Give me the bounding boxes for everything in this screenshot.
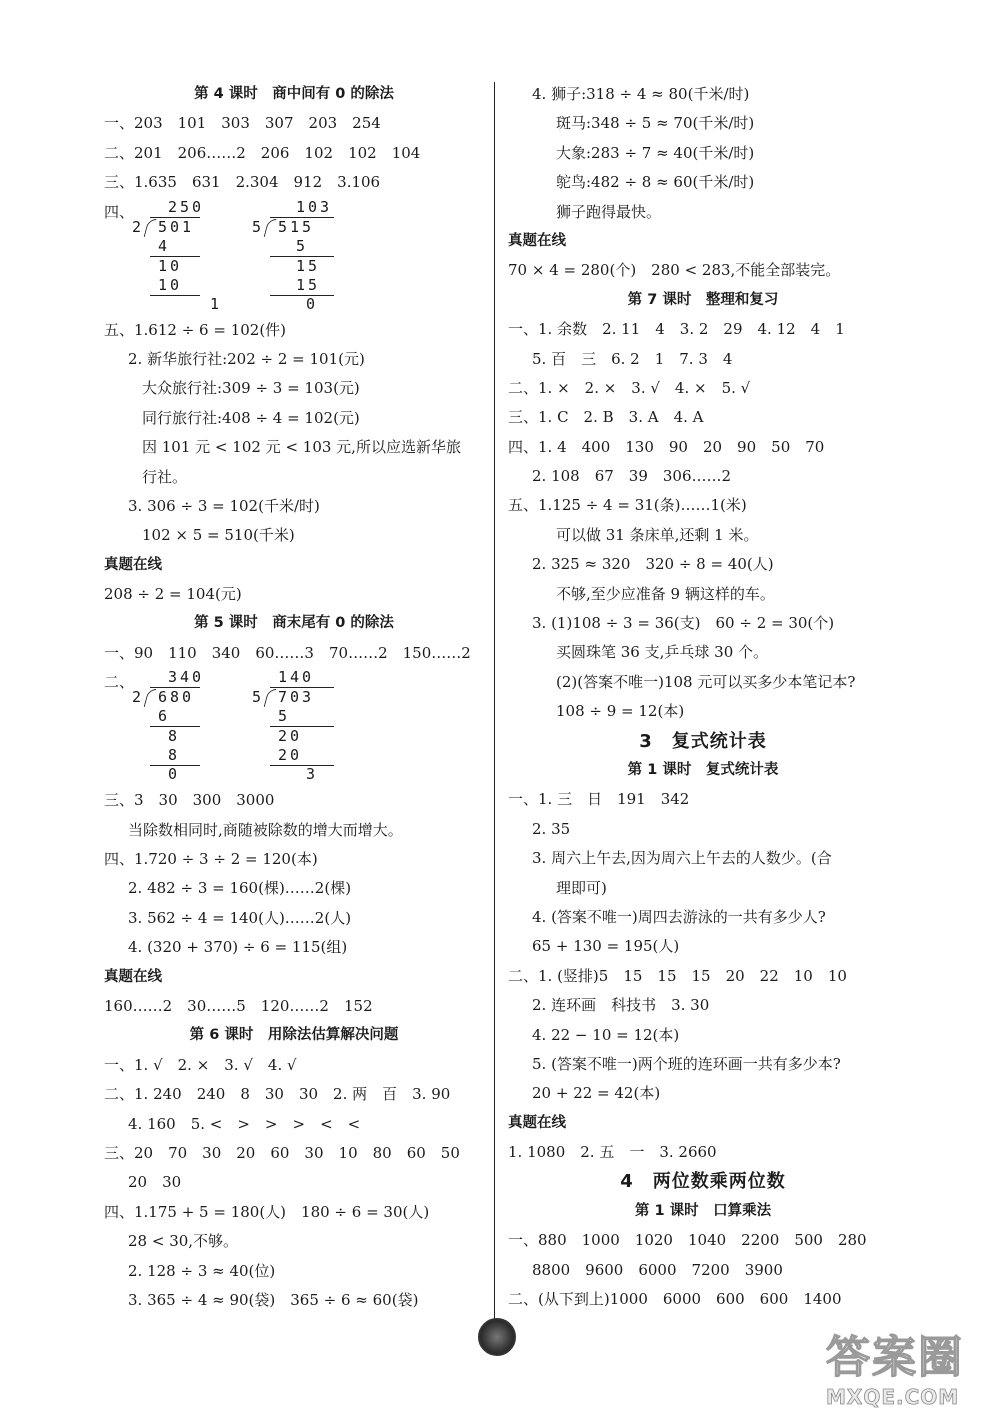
answer-line: 5. (答案不唯一)两个班的连环画一共有多少本?: [532, 1054, 841, 1073]
answer-line: 2. 325 ≈ 320 320 ÷ 8 = 40(人): [532, 555, 774, 574]
long-division: [252, 198, 402, 316]
remainder: 0: [306, 294, 319, 313]
answer-line: 因 101 元 < 102 元 < 103 元,所以应选新华旅: [142, 438, 461, 457]
lesson-4-title: 第 4 课时 商中间有 0 的除法: [194, 86, 394, 102]
answer-line: 108 ÷ 9 = 12(本): [556, 702, 685, 721]
answer-line: 28 < 30,不够。: [128, 1232, 239, 1251]
answer-line: 三、20 70 30 20 60 30 10 80 60 50: [104, 1143, 460, 1162]
section-heading: 真题在线: [508, 232, 566, 249]
division-bracket: [144, 219, 157, 237]
answer-line: 20 30: [128, 1173, 182, 1192]
divisor: 2: [132, 688, 145, 707]
answer-line: 3. 365 ÷ 4 ≈ 90(袋) 365 ÷ 6 ≈ 60(袋): [128, 1290, 419, 1309]
answer-line: 1. 1080 2. 五 一 3. 2660: [508, 1143, 717, 1162]
answer-line: 2. 482 ÷ 3 = 160(棵)……2(棵): [128, 879, 352, 898]
answer-line: 四、1. 4 400 130 90 20 90 50 70: [508, 437, 825, 456]
division-bracket: [264, 219, 277, 237]
answer-line: 70 × 4 = 280(个) 280 < 283,不能全部装完。: [508, 261, 841, 280]
question-number: 四、: [104, 202, 135, 221]
answer-line: 行社。: [142, 467, 188, 486]
answer-line: 三、3 30 300 3000: [104, 791, 275, 810]
step-value: 15: [296, 275, 321, 294]
answer-line: 一、90 110 340 60……3 70……2 150……2: [104, 643, 471, 662]
answer-line: 8800 9600 6000 7200 3900: [532, 1260, 783, 1279]
section-heading: 真题在线: [104, 556, 162, 573]
watermark-text: 答案圈: [826, 1332, 964, 1383]
answer-line: 4. 22 − 10 = 12(本): [532, 1025, 680, 1044]
answer-line: 2. 108 67 39 306……2: [532, 467, 732, 486]
long-division: [252, 668, 402, 786]
quotient: 103: [296, 197, 333, 216]
answer-line: 102 × 5 = 510(千米): [142, 526, 295, 545]
section-heading: 真题在线: [508, 1114, 566, 1131]
answer-line: 斑马:348 ÷ 5 ≈ 70(千米/时): [556, 114, 755, 133]
answer-line: 2. 新华旅行社:202 ÷ 2 = 101(元): [128, 349, 365, 368]
answer-line: 鸵鸟:482 ÷ 8 ≈ 60(千米/时): [556, 173, 755, 192]
answer-line: 二、1. × 2. × 3. √ 4. × 5. √: [508, 378, 751, 397]
answer-line: 3. 562 ÷ 4 = 140(人)……2(人): [128, 908, 352, 927]
step-line: [270, 295, 334, 296]
step-value: 10: [158, 256, 183, 275]
quotient: 140: [278, 668, 315, 687]
step-value: 10: [158, 275, 183, 294]
division-bracket: [144, 689, 157, 707]
answer-line: 4. 160 5. < > > > < <: [128, 1114, 361, 1133]
answer-line: 四、1.175 + 5 = 180(人) 180 ÷ 6 = 30(人): [104, 1202, 430, 1221]
answer-line: 大象:283 ÷ 7 ≈ 40(千米/时): [556, 143, 755, 162]
remainder: 0: [168, 765, 181, 784]
long-division-group: [104, 198, 484, 316]
answer-line: 160……2 30……5 120……2 152: [104, 996, 373, 1015]
column-divider: [494, 82, 495, 1322]
answer-line: 二、201 206……2 206 102 102 104: [104, 143, 421, 162]
answer-line: 一、203 101 303 307 203 254: [104, 114, 381, 133]
step-value: 8: [168, 746, 181, 765]
remainder: 3: [306, 765, 319, 784]
answer-line: 同行旅行社:408 ÷ 4 = 102(元): [142, 408, 360, 427]
answer-line: 3. 周六上午去,因为周六上午去的人数少。(合: [532, 849, 832, 868]
answer-line: 一、880 1000 1020 1040 2200 500 280: [508, 1231, 867, 1250]
answer-line: 3. (1)108 ÷ 3 = 36(支) 60 ÷ 2 = 30(个): [532, 614, 835, 633]
answer-line: 一、1. √ 2. × 3. √ 4. √: [104, 1055, 297, 1074]
answer-line: 可以做 31 条床单,还剩 1 米。: [556, 525, 759, 544]
answer-line: 二、1. 240 240 8 30 30 2. 两 百 3. 90: [104, 1085, 451, 1104]
right-column: [508, 80, 898, 1314]
left-column: [104, 80, 484, 1315]
answer-line: 大众旅行社:309 ÷ 3 = 103(元): [142, 379, 360, 398]
answer-line: 5. 百 三 6. 2 1 7. 3 4: [532, 349, 733, 368]
step-line: [270, 765, 334, 766]
answer-line: 一、1. 三 日 191 342: [508, 790, 690, 809]
long-division-group: [104, 668, 484, 786]
quotient: 250: [168, 197, 205, 216]
answer-line: 当除数相同时,商随被除数的增大而增大。: [128, 820, 403, 839]
question-number: 二、: [104, 673, 135, 692]
answer-line: 2. 128 ÷ 3 ≈ 40(位): [128, 1261, 276, 1280]
divisor: 2: [132, 217, 145, 236]
page-number-badge-icon: [478, 1318, 516, 1356]
answer-line: 208 ÷ 2 = 104(元): [104, 585, 242, 604]
lesson-6-title: 第 6 课时 用除法估算解决问题: [189, 1027, 399, 1044]
answer-line: 3. 306 ÷ 3 = 102(千米/时): [128, 496, 320, 515]
remainder: 1: [210, 294, 223, 313]
step-value: 8: [168, 727, 181, 746]
division-bracket: [264, 689, 277, 707]
chapter-3-lesson-1-title: 第 1 课时 复式统计表: [627, 761, 779, 778]
answer-line: 理即可): [556, 878, 607, 897]
answer-line: 五、1.125 ÷ 4 = 31(条)……1(米): [508, 496, 747, 515]
answer-line: 20 + 22 = 42(本): [532, 1084, 661, 1103]
watermark-url: MXQE.COM: [826, 1385, 960, 1409]
step-value: 5: [296, 236, 309, 255]
step-value: 20: [278, 746, 303, 765]
step-line: [150, 295, 200, 296]
dividend: 680: [158, 688, 195, 707]
answer-line: 狮子跑得最快。: [556, 202, 662, 221]
dividend: 703: [278, 688, 315, 707]
chapter-4-title: 4 两位数乘两位数: [620, 1171, 786, 1193]
answer-line: 不够,至少应准备 9 辆这样的车。: [556, 584, 775, 603]
divisor: 5: [252, 217, 265, 236]
dividend: 501: [158, 217, 195, 236]
answer-line: 五、1.612 ÷ 6 = 102(件): [104, 320, 287, 339]
step-value: 6: [158, 707, 171, 726]
answer-line: 二、(从下到上)1000 6000 600 600 1400: [508, 1290, 842, 1309]
answer-line: 4. (答案不唯一)周四去游泳的一共有多少人?: [532, 907, 826, 926]
answer-line: (2)(答案不唯一)108 元可以买多少本笔记本?: [556, 672, 856, 691]
chapter-3-title: 3 复式统计表: [639, 730, 767, 752]
answer-line: 65 + 130 = 195(人): [532, 937, 680, 956]
dividend: 515: [278, 217, 315, 236]
step-value: 15: [296, 256, 321, 275]
quotient: 340: [168, 668, 205, 687]
answer-line: 一、1. 余数 2. 11 4 3. 2 29 4. 12 4 1: [508, 320, 845, 339]
answer-line: 二、1. (竖排)5 15 15 15 20 22 10 10: [508, 966, 847, 985]
lesson-5-title: 第 5 课时 商末尾有 0 的除法: [194, 615, 394, 632]
step-value: 5: [278, 707, 291, 726]
section-heading: 真题在线: [104, 968, 162, 985]
step-value: 4: [158, 236, 171, 255]
divisor: 5: [252, 688, 265, 707]
answer-line: 4. 狮子:318 ÷ 4 ≈ 80(千米/时): [532, 85, 750, 103]
answer-line: 2. 35: [532, 819, 571, 838]
answer-line: 四、1.720 ÷ 3 ÷ 2 = 120(本): [104, 850, 318, 869]
answer-line: 三、1. C 2. B 3. A 4. A: [508, 408, 704, 427]
step-value: 20: [278, 727, 303, 746]
answer-line: 4. (320 + 370) ÷ 6 = 115(组): [128, 938, 348, 957]
answer-line: 买圆珠笔 36 支,乒乓球 30 个。: [556, 643, 769, 662]
answer-line: 2. 连环画 科技书 3. 30: [532, 996, 710, 1015]
watermark-logo: [826, 1321, 986, 1409]
answer-line: 三、1.635 631 2.304 912 3.106: [104, 173, 381, 192]
chapter-4-lesson-1-title: 第 1 课时 口算乘法: [634, 1202, 772, 1219]
lesson-7-title: 第 7 课时 整理和复习: [627, 291, 779, 308]
